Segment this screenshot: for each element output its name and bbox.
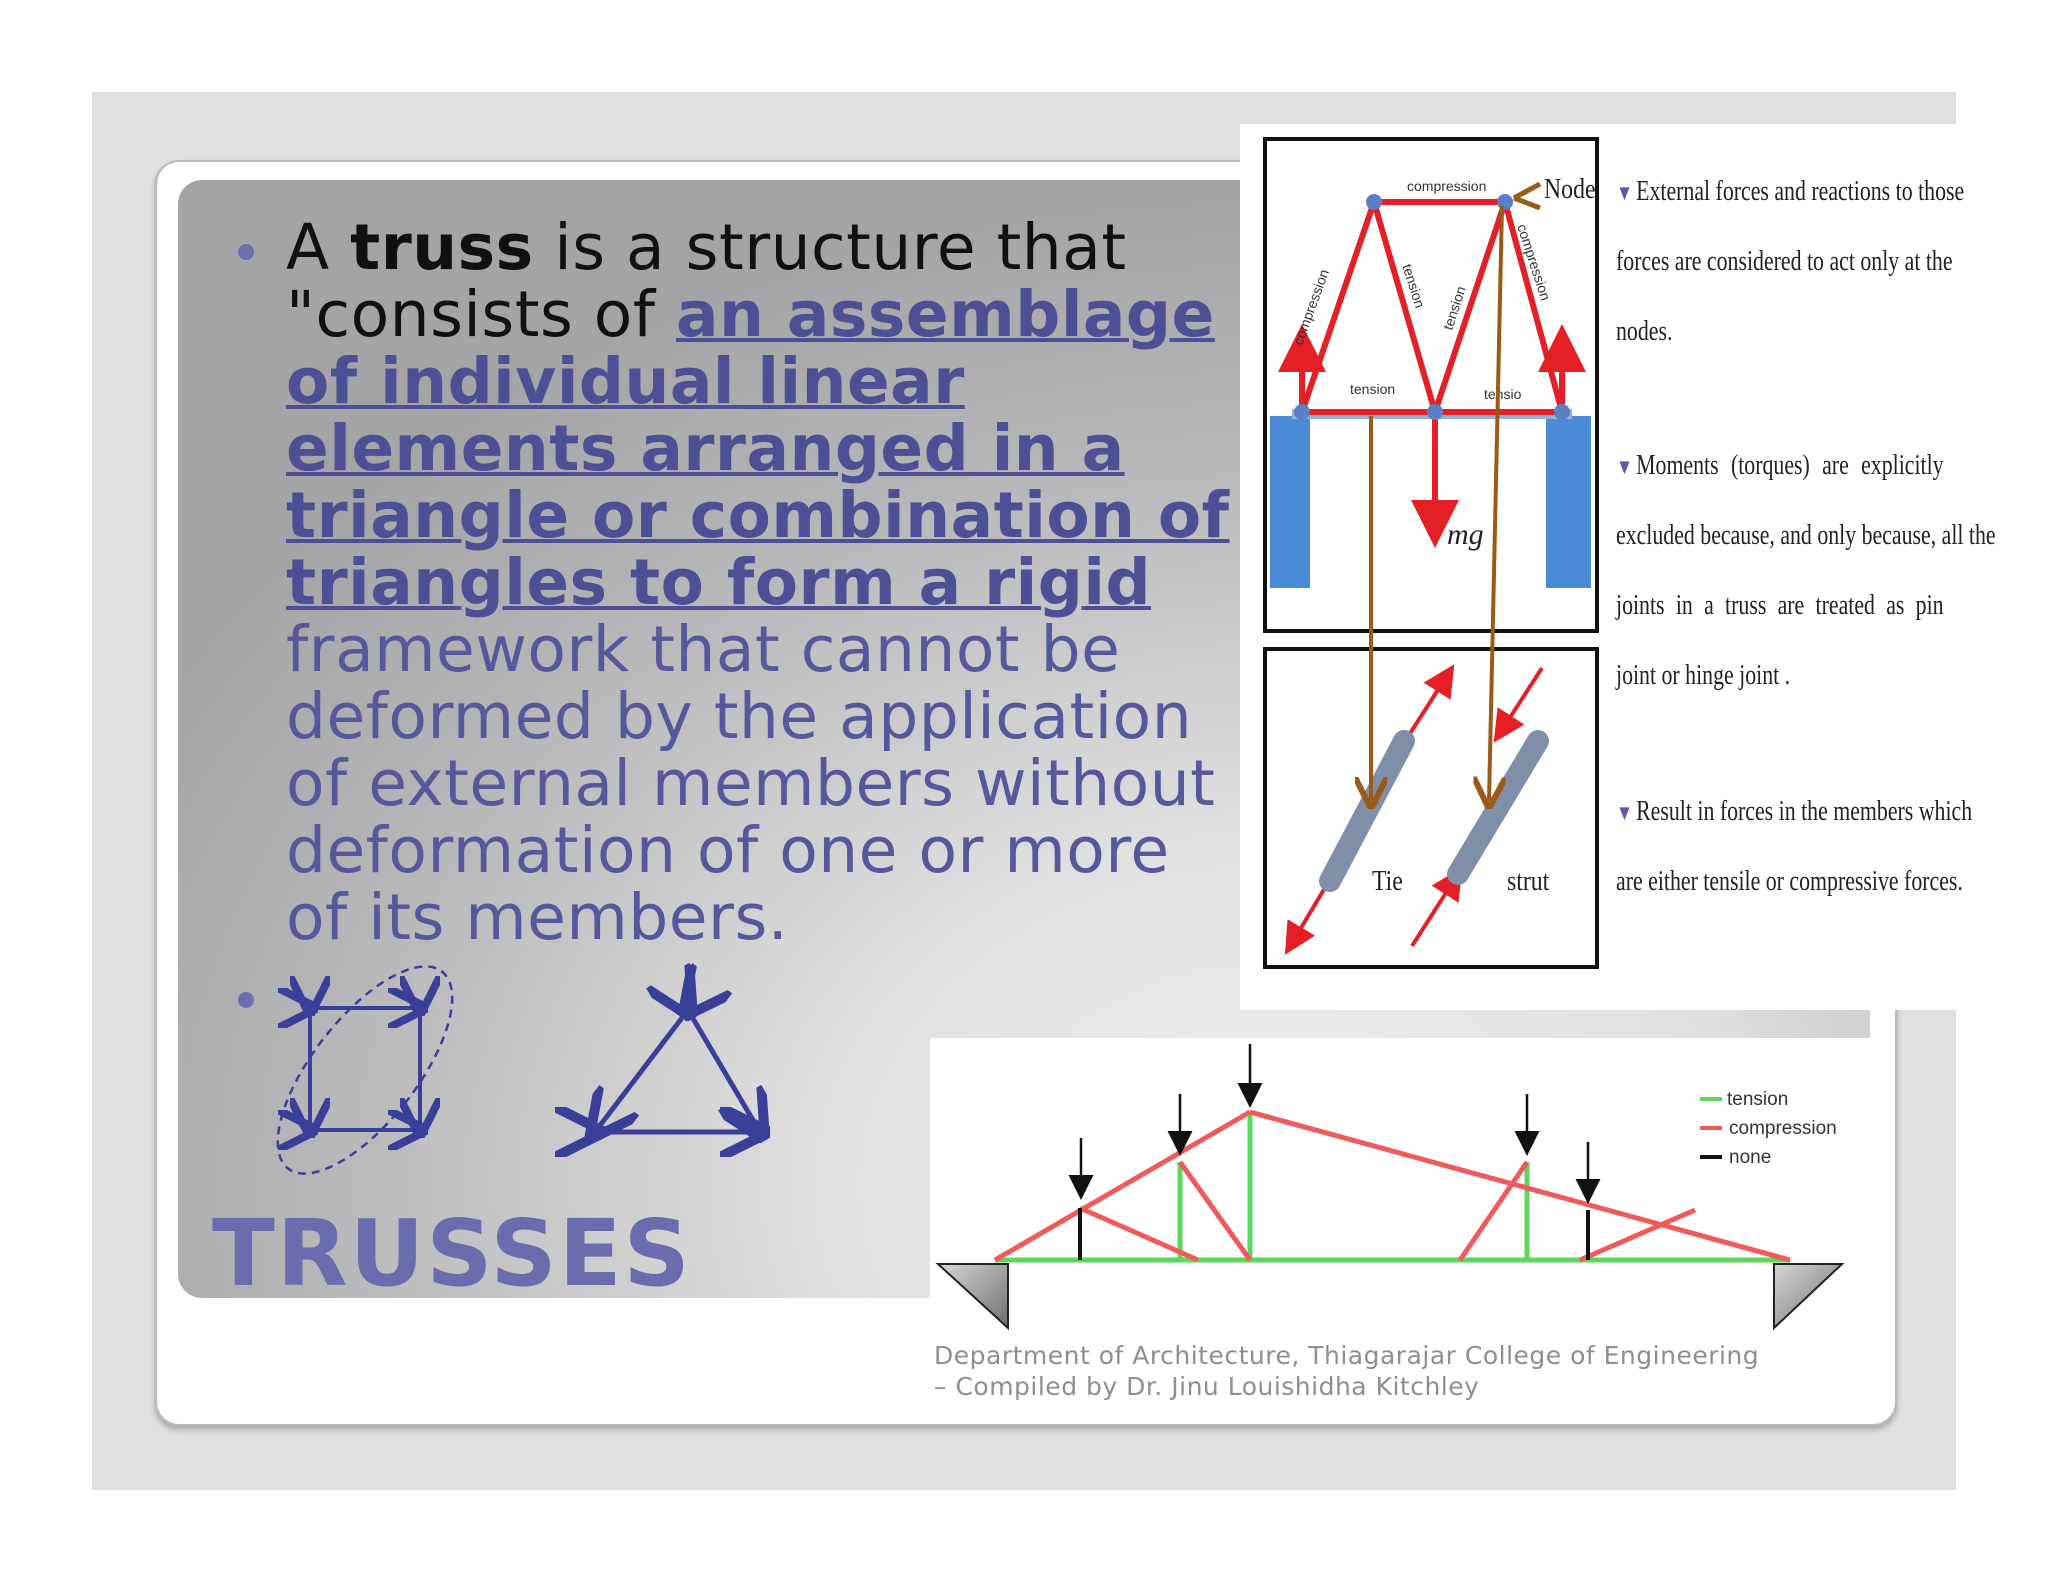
note-1-line-3: nodes. — [1616, 316, 1673, 347]
legend — [1700, 1089, 1837, 1168]
note-2-line-4: joint or hinge joint . — [1616, 660, 1791, 691]
label-tension-left: tension — [1399, 261, 1429, 310]
right-support — [1546, 416, 1591, 588]
label-tension-bottom-left: tension — [1350, 381, 1396, 397]
bullet-part3: framework that cannot be deformed by the application of external members without deformation of one or more of its members. — [286, 613, 1216, 954]
roof-truss-diagram — [930, 1038, 1882, 1338]
label-strut: strut — [1507, 865, 1550, 897]
note-2-line-2: excluded because, and only because, all the — [1616, 520, 1996, 551]
label-tension-right: tension — [1439, 284, 1469, 332]
label-compression-left: compression — [1289, 266, 1332, 348]
bullet-bold-word: truss — [350, 211, 534, 284]
label-node: Node — [1544, 173, 1596, 205]
footer-line-2: – Compiled by Dr. Jinu Louishidha Kitchley — [934, 1372, 1480, 1401]
note-3-line-1: Result in forces in the members which — [1636, 796, 1973, 827]
label-weight: mg — [1447, 518, 1484, 551]
note-2-line-1: Moments (torques) are explicitly — [1636, 450, 1944, 481]
label-tension-bottom-right: tensio — [1484, 386, 1522, 402]
bullet-arrow-icon: ▼ — [1616, 800, 1633, 825]
bullet-part2: is a structure that "consists of — [286, 211, 1127, 351]
legend-compression: compression — [1729, 1118, 1837, 1139]
note-3-line-2: are either tensile or compressive forces. — [1616, 866, 1963, 897]
slide-title: TRUSSES — [212, 1200, 692, 1307]
definition-link[interactable]: an assemblage of individual linear elements arranged in a triangle or combination of triangles to form a rigid — [286, 278, 1230, 619]
note-1-line-1: External forces and reactions to those — [1636, 176, 1965, 207]
shape-comparison-figure — [260, 960, 780, 1200]
bullet-marker — [238, 244, 254, 260]
bullet-text — [286, 211, 1246, 954]
legend-tension: tension — [1727, 1089, 1789, 1110]
square-deformable-icon — [260, 960, 483, 1200]
footer-line-1: Department of Architecture, Thiagarajar College of Engineering — [934, 1341, 1760, 1370]
triangle-rigid-icon — [595, 1010, 760, 1132]
legend-none: none — [1729, 1147, 1772, 1168]
bullet-marker-2 — [238, 992, 254, 1008]
bullet-arrow-icon: ▼ — [1616, 454, 1633, 479]
left-support — [1270, 416, 1310, 588]
bullet-arrow-icon: ▼ — [1616, 180, 1633, 205]
label-compression-top: compression — [1407, 178, 1487, 194]
truss-force-diagram — [1262, 136, 1612, 972]
slide-footer — [934, 1340, 1759, 1402]
note-2-line-3: joints in a truss are treated as pin — [1616, 590, 1944, 621]
bullet-part1: A — [286, 211, 351, 284]
label-compression-right: compression — [1514, 221, 1554, 303]
label-tie: Tie — [1372, 865, 1403, 897]
note-1-line-2: forces are considered to act only at the — [1616, 246, 1953, 277]
